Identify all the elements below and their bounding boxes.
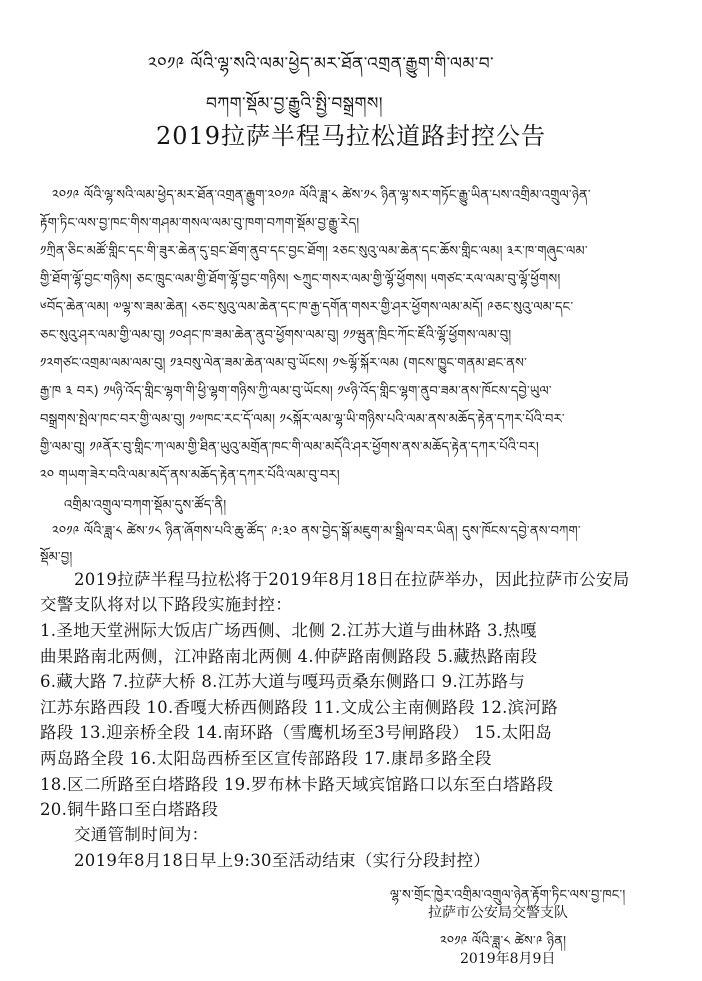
chinese-body-line: 曲果路南北两侧，江冲路南北两侧 4.仲萨路南侧路段 5.藏热路南段: [40, 647, 538, 666]
tibetan-body-line: རྒྱ་ཁ ༣ བར) ༡༥ཉི་འོད་གླིང་ལྷག་གི་ཕྱི་ལྷག་གཉིས་ཀྱི་ལམ་བུ་ཡོངས། ༡༦ཉི་འོད་གླིང་ལྷག་ནུབ་ཟམ་ནས་ཁོངས་དབྱེ་ཡུལ་: [40, 384, 552, 399]
tibetan-body-line: ༡༢གཙང་འགྲམ་ལམ་ལམ་བུ། ༡༣བསུ་ལེན་ཟམ་ཆེན་ལམ་བུ་ཡོངས། ༡༤ལྷོ་སྐོར་ལམ (གངས་ཁྱུང་གནམ་ཐང་ནས་: [40, 356, 528, 371]
signature-chinese-org: 拉萨市公安局交警支队: [428, 905, 568, 921]
signature-tibetan-org: ལྷ་ས་གྲོང་ཁྱེར་འགྲིམ་འགྲུལ་ཉེན་རྟོག་ཏིང་ལས་བྱ་ཁང་།: [390, 888, 626, 903]
tibetan-body-line: གྱི་ལམ་བུ། ༡༩ནོར་བུ་གླིང་ཀ་ལམ་གྱི་ཐིན་ཡུའུ་མགྲོན་ཁང་གི་ལམ་མདོའི་ཤར་ཕྱོགས་ནས་མཆོད་རྟེན་དཀར་པོའི་བར།: [40, 440, 540, 455]
chinese-body-line: 2019年8月18日早上9:30至活动结束（实行分段封控）: [74, 851, 491, 870]
chinese-body-line: 2019拉萨半程马拉松将于2019年8月18日在拉萨举办，因此拉萨市公安局: [74, 570, 630, 589]
tibetan-body-line: ༢༠ གཡག་ཟེར་བའི་ལམ་མདོ་ནས་མཆོད་རྟེན་དཀར་པོའི་ལམ་བུ་བར།: [40, 468, 340, 483]
chinese-body-line: 交警支队将对以下路段实施封控：: [40, 595, 292, 614]
tibetan-body-line: སྡོམ་བྱ།: [40, 550, 73, 565]
chinese-body-line: 1.圣地天堂洲际大饭店广场西侧、北侧 2.江苏大道与曲林路 3.热嘎: [40, 621, 537, 640]
chinese-body-line: 18.区二所路至白塔路段 19.罗布林卡路天域宾馆路口以东至白塔路段: [40, 775, 554, 794]
tibetan-body-line: ༦བོད་ཆེན་ལམ། ༧ལྷ་ས་ཟམ་ཆེན། ༨ཅང་སུའུ་ལམ་ཆེན་དང་ཁ་རྒྱ་དགོན་གསར་གྱི་ཤར་ཕྱོགས་ལམ་མདོ། ༩ཅང་སུའུ་ལམ་དང་: [40, 300, 574, 315]
chinese-body-line: 路段 13.迎亲桥全段 14.南环路（雪鹰机场至3号闸路段） 15.太阳岛: [40, 723, 553, 742]
tibetan-body-line: བསྒྲགས་སྤེལ་ཁང་བར་གྱི་ལམ་བུ། ༡༧ཁང་རང་དོ་ལམ། ༡༨སྐོར་ལམ་ལྷ་ཡི་གཉིས་པའི་ལམ་ནས་མཆོད་རྟེན་དཀར་པོའི་བར་: [40, 412, 565, 427]
chinese-body-line: 交通管制时间为：: [74, 825, 209, 844]
signature-tibetan-date: ༢༠༡༩ ལོའི་ཟླ་༨ ཚེས་༩ ཉིན།: [440, 934, 567, 949]
tibetan-body-line: གྱི་ཐོག་ལྷོ་བྱང་གཉིས། ཅང་ཁྲུང་ལམ་གྱི་ཐོག་ལྷོ་བྱང་གཉིས། ༤ཀྲུང་གསར་ལམ་གྱི་ལྷོ་ཕྱོགས། ༥གཙང་རལ་ལམ་བུ་ལྷོ་ཕྱོགས།: [40, 272, 561, 287]
tibetan-body-line: འགྲིམ་འགྲུལ་བཀག་སྡོམ་དུས་ཚོད་ནི།: [64, 498, 227, 513]
chinese-body-line: 6.藏大路 7.拉萨大桥 8.江苏大道与嘎玛贡桑东侧路口 9.江苏路与: [40, 672, 526, 691]
chinese-body-line: 两岛路全段 16.太阳岛西桥至区宣传部路段 17.康昂多路全段: [40, 749, 492, 768]
tibetan-body-line: ༢༠༡༩ ལོའི་ལྷ་སའི་ལམ་ཕྱེད་མར་ཐོན་འགྲན་རྒྱུག་༢༠༡༩ ལོའི་ཟླ་༨ ཚེས་༡༨ ཉིན་ལྷ་སར་གཏོང་རྒྱུ་ཡིན་པས་འགྲིམ་འགྲུལ་ཉེན་: [52, 188, 591, 203]
tibetan-title-line-2: བཀག་སྡོམ་བྱ་རྒྱུའི་སྤྱི་བསྒྲགས།: [206, 94, 383, 114]
tibetan-body-line: ༡ཀྲིན་ཅིང་མཚོ་གླིང་དང་གི་ཟུར་ཆེན་དུ་བྲང་ཐོག་ནུབ་དང་བྱང་ཐོག། ༢ཅང་སུའུ་ལམ་ཆེན་དང་ཆོས་གླིང་ལམ། ༣ར་ཁ་གཞུང་ལམ་: [40, 244, 588, 259]
signature-chinese-date: 2019年8月9日: [460, 951, 556, 967]
chinese-body-line: 江苏东路西段 10.香嘎大桥西侧路段 11.文成公主南侧路段 12.滨河路: [40, 698, 559, 717]
tibetan-body-line: ༢༠༡༩ ལོའི་ཟླ་༨ ཚེས་༡༨ ཉིན་ཞོགས་པའི་ཆུ་ཚོད་ ༩:༣༠ ནས་བྱེད་སྒོ་མཇུག་མ་སྒྲིལ་བར་ཡིན། དུས་ཁོངས་དབྱེ་ནས་བཀག་: [52, 524, 581, 539]
chinese-title: 2019拉萨半程马拉松道路封控公告: [155, 122, 547, 150]
tibetan-body-line: ཅང་སུའུ་ཤར་ལམ་གྱི་ལམ་བུ། ༡༠ཤང་ཁ་ཟམ་ཆེན་ནུབ་ཕྱོགས་ལམ་བུ། ༡༡ཝུན་ཁྲིང་ཀོང་ཇོའི་ལྷོ་ཕྱོགས་ལམ་བུ།: [40, 328, 512, 343]
chinese-body-line: 20.铜牛路口至白塔路段: [40, 800, 219, 819]
tibetan-title-line-1: ༢༠༡༩ ལོའི་ལྷ་སའི་ལམ་ཕྱེད་མར་ཐོན་འགྲན་རྒྱུག་གི་ལམ་བ་: [148, 54, 495, 74]
tibetan-body-line: རྟོག་ཏིང་ལས་བྱ་ཁང་གིས་གཤམ་གསལ་ལམ་བུ་ཁག་བཀག་སྡོམ་བྱ་རྒྱུ་རེད།: [40, 216, 360, 231]
